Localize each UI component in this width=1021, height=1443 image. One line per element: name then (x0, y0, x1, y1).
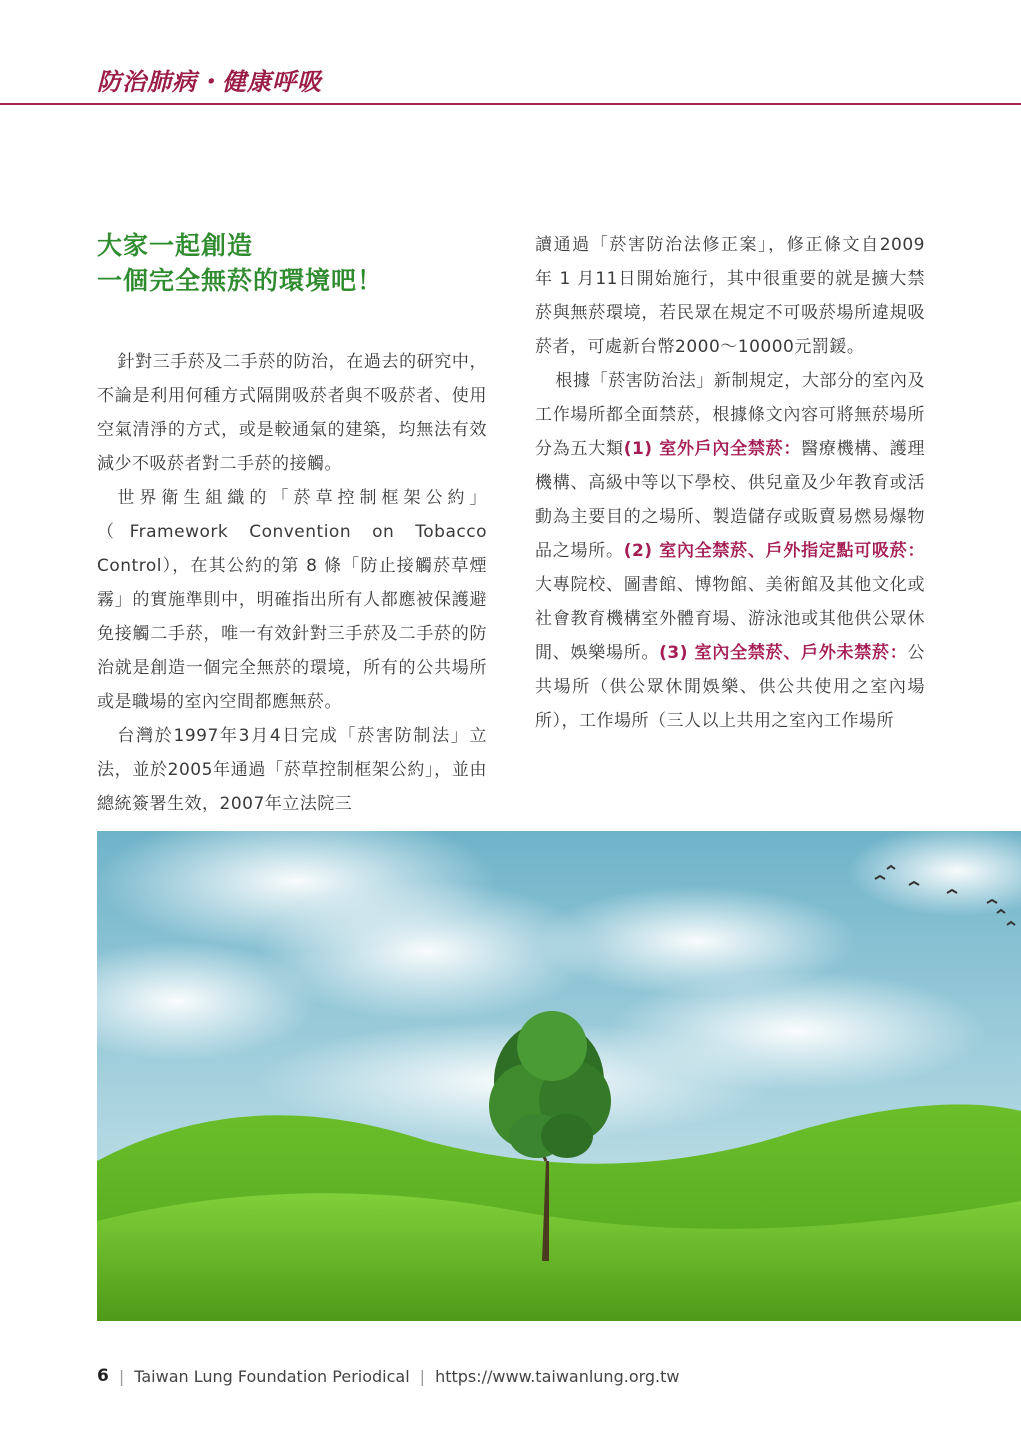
paragraph-categories (535, 364, 925, 738)
section-heading (97, 228, 487, 298)
category-1-label: (1) 室外戶內全禁菸： (623, 439, 802, 459)
category-2-label: (2) 室內全禁菸、戶外指定點可吸菸： (623, 541, 926, 561)
paragraph-continued: 讀通過「菸害防治法修正案」，修正條文自2009 年 1 月11日開始施行，其中很重要的就是擴大禁菸與無菸環境，若民眾在規定不可吸菸場所違規吸菸者，可處新台幣2000～10000元罰鍰。 (535, 235, 925, 357)
category-3-label: (3) 室內全禁菸、戶外未禁菸： (659, 643, 908, 663)
heading-line-2: 一個完全無菸的環境吧！ (97, 266, 384, 295)
website-url: https://www.taiwanlung.org.tw (435, 1366, 680, 1386)
page-number: 6 (97, 1366, 109, 1386)
left-column (97, 228, 487, 821)
right-column (535, 228, 925, 738)
categories-intro: 根據「菸害防治法」新制規定，大部分的室內及工作場所都全面禁菸，根據條文內容可將無菸場所分為五大類 (535, 371, 925, 459)
page-footer (97, 1366, 680, 1386)
page-header-title: 防治肺病・健康呼吸 (97, 67, 322, 96)
category-1-text: 醫療機構、護理機構、高級中等以下學校、供兒童及少年教育或活動為主要目的之場所、製造儲存或販賣易燃易爆物品之場所。 (535, 439, 926, 561)
tree-meadow-illustration (97, 831, 1021, 1321)
landscape-photo (97, 831, 1021, 1321)
paragraph-3: 台灣於1997年3月4日完成「菸害防制法」立法，並於2005年通過「菸草控制框架公約」，並由總統簽署生效，2007年立法院三 (97, 726, 487, 814)
header-divider (0, 103, 1021, 105)
category-3-text: 公共場所（供公眾休閒娛樂、供公共使用之室內場所），工作場所（三人以上共用之室內工作場所 (535, 643, 925, 731)
paragraph-2: 世界衛生組織的「菸草控制框架公約」（Framework Convention on Tobacco Control），在其公約的第 8 條「防止接觸菸草煙霧」的實施準則中，明確指出所有人都應被保護避免接觸二手菸，唯一有效針對三手菸及二手菸的防治就是創造一個完全無菸的環境，所有的公共場所或是職場的室內空間都應無菸。 (97, 488, 487, 712)
heading-line-1: 大家一起創造 (97, 231, 254, 260)
footer-separator-2: | (419, 1366, 426, 1386)
publication-name: Taiwan Lung Foundation Periodical (134, 1366, 410, 1386)
category-2-text: 大專院校、圖書館、博物館、美術館及其他文化或社會教育機構室外體育場、游泳池或其他供公眾休閒、娛樂場所。 (535, 575, 925, 663)
footer-separator-1: | (118, 1366, 125, 1386)
paragraph-1: 針對三手菸及二手菸的防治，在過去的研究中，不論是利用何種方式隔開吸菸者與不吸菸者、使用空氣清淨的方式，或是較通氣的建築，均無法有效減少不吸菸者對二手菸的接觸。 (97, 352, 487, 474)
